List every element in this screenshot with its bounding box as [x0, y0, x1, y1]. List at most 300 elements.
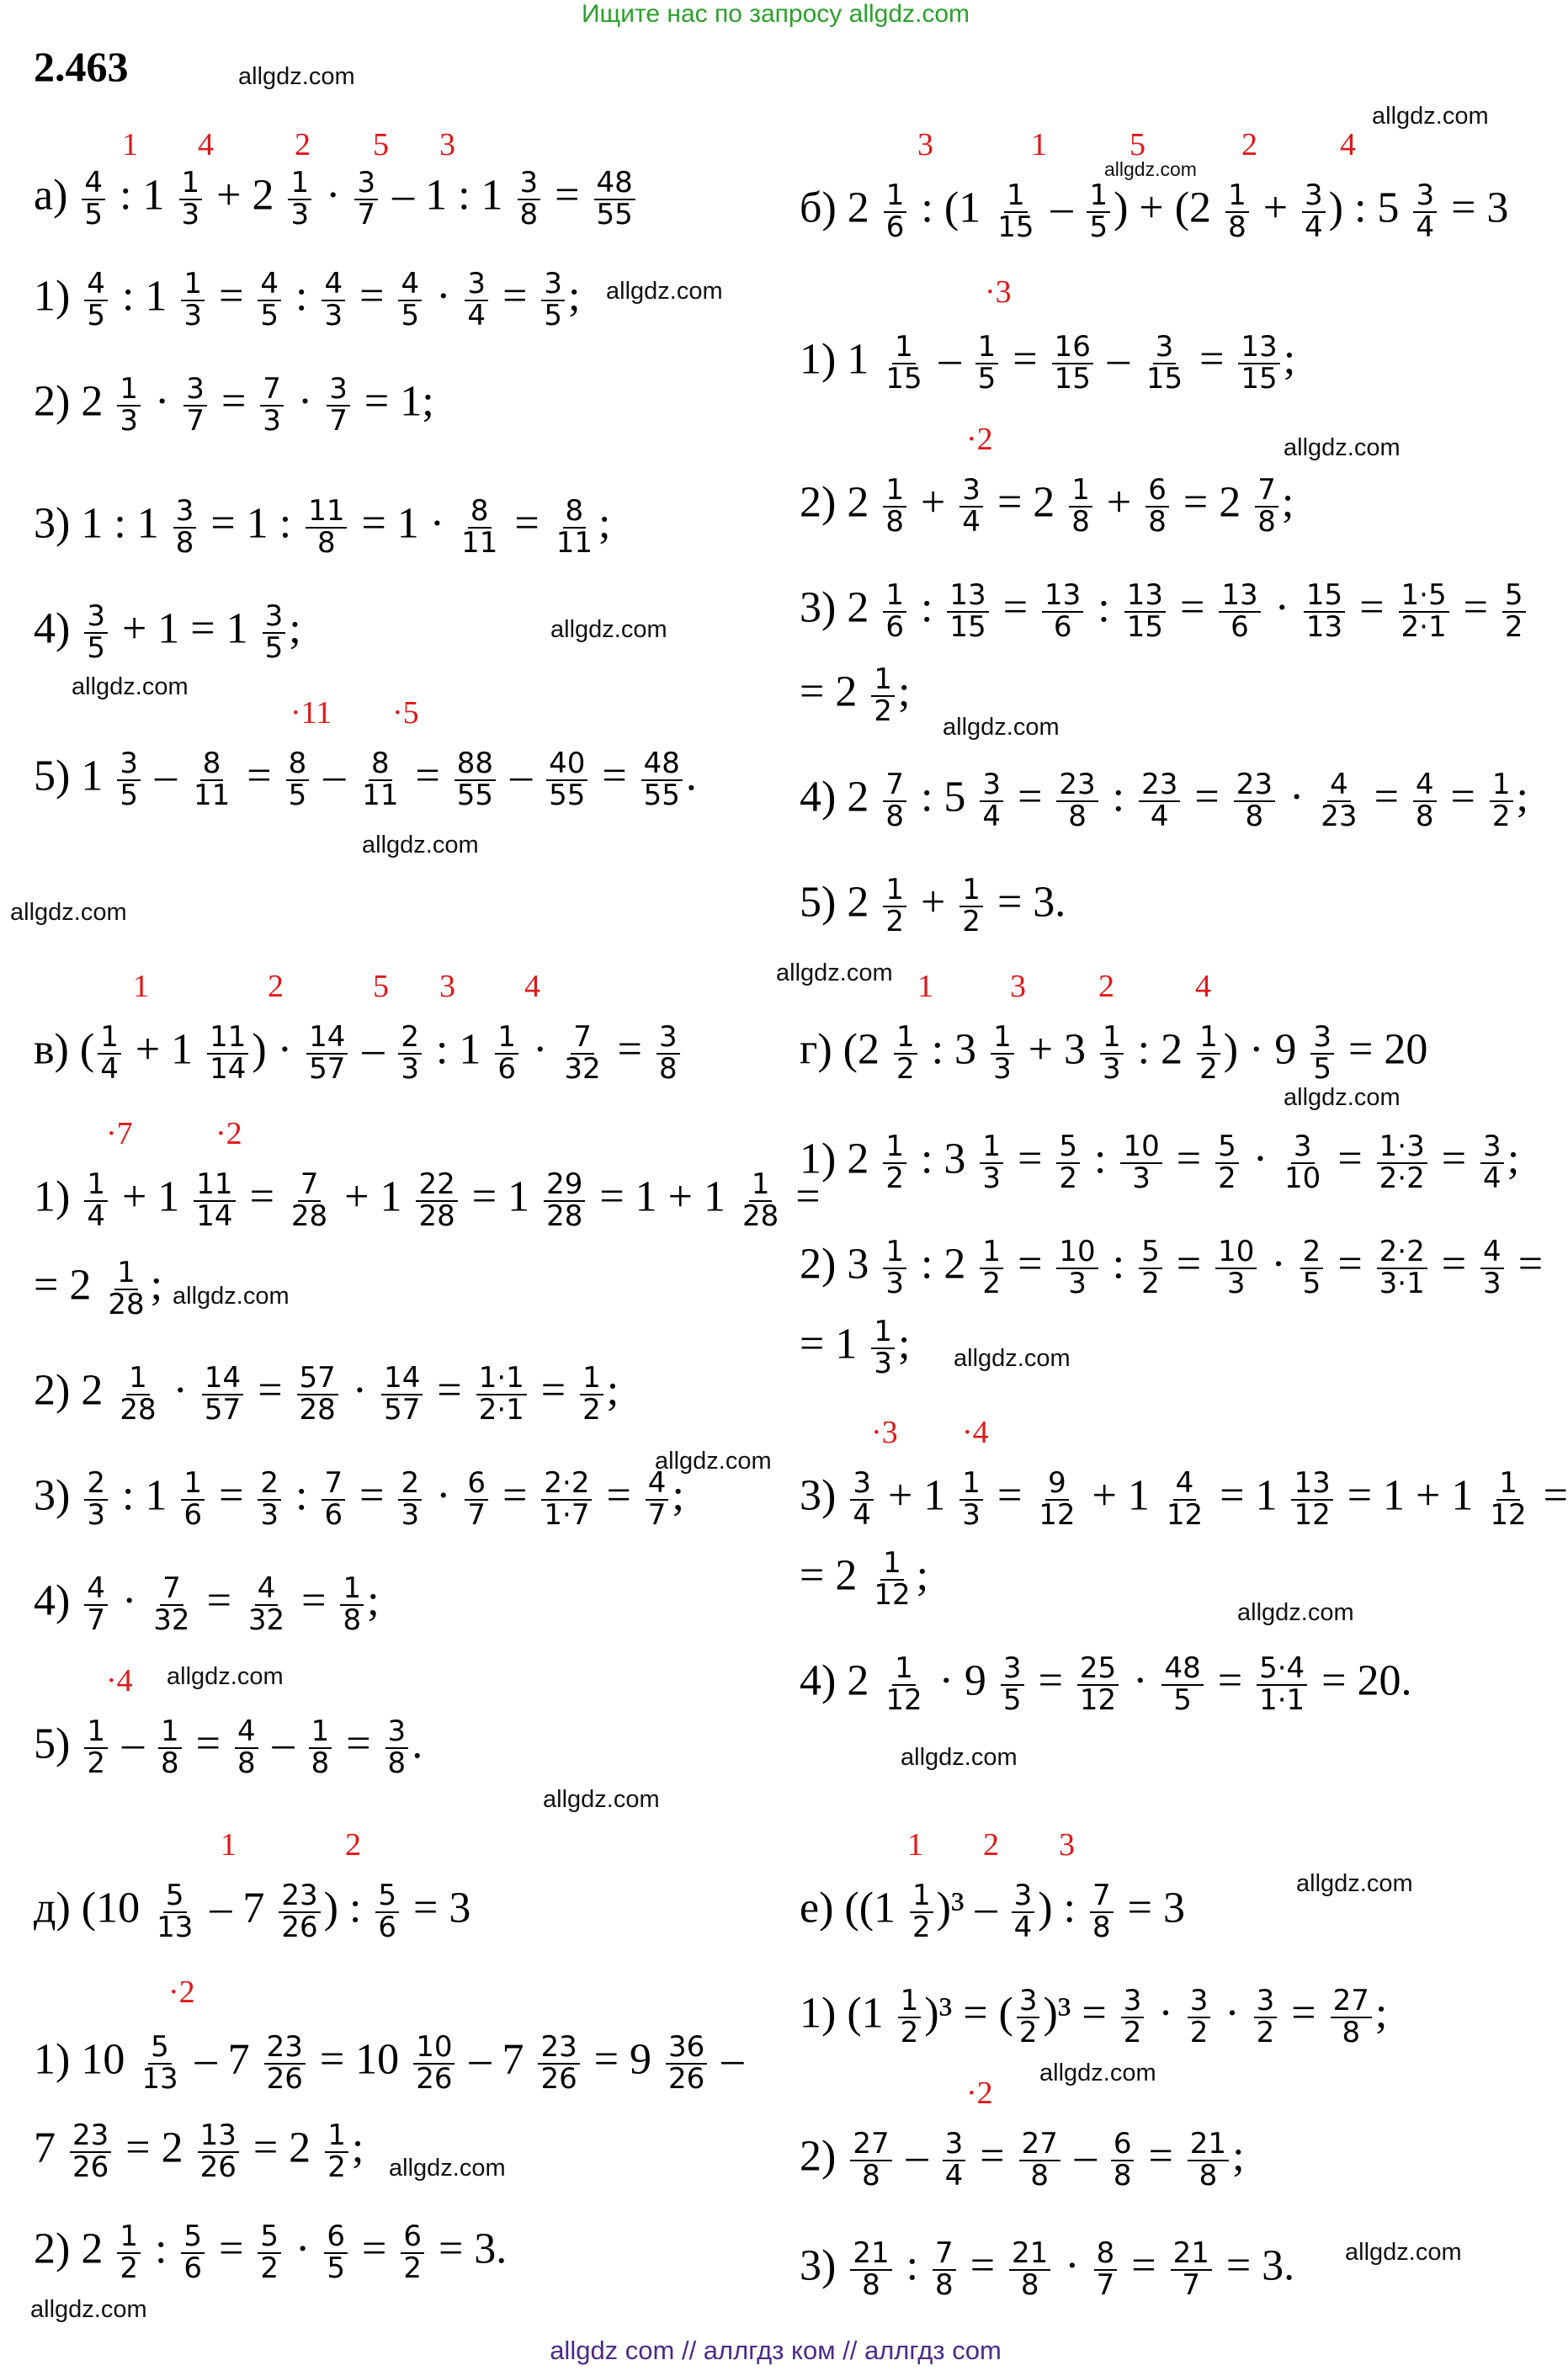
fraction: $\frac{14}{57}$: [381, 1363, 423, 1425]
step-text: 1) (1 $\frac{1}{2}$ )³ = ( $\frac{3}{2}$ )³ = $\frac{3}{2}$ · $\frac{3}{2}$ · $\frac{3}{2}$ = $\frac{27}{8}$ ;: [800, 1984, 1388, 2049]
part-a-step: [34, 372, 774, 438]
watermark: allgdz.com: [72, 673, 189, 700]
fraction: $\frac{88}{55}$: [454, 749, 496, 811]
part-g-step: [800, 1466, 1568, 1532]
fraction: $\frac{48}{55}$: [641, 749, 683, 811]
fraction: $\frac{1}{3}$: [871, 1317, 895, 1379]
fraction: $\frac{1}{3}$: [980, 1132, 1003, 1193]
fraction: $\frac{1}{2}$: [1197, 1023, 1220, 1084]
part-b-main: б) 2 $\frac{1}{6}$ : (1 $\frac{1}{15}$ – $\frac{1}{5}$ ) + (2 $\frac{1}{8}$ + $\frac{3}{4}$ ) : 5 $\frac{3}{4}$ = 3: [800, 178, 1509, 244]
step-text: 2) 2 $\frac{1}{3}$ · $\frac{3}{7}$ = $\frac{7}{3}$ · $\frac{3}{7}$ = 1;: [34, 372, 434, 438]
fraction: $\frac{7}{8}$: [883, 770, 906, 832]
watermark: allgdz.com: [1237, 1599, 1354, 1626]
fraction: $\frac{1}{4}$: [84, 1170, 108, 1231]
step-text: 3) $\frac{3}{4}$ + 1 $\frac{1}{3}$ = $\frac{9}{12}$ + 1 $\frac{4}{12}$ = 1 $\frac{13}{12}$ = 1 + 1 $\frac{1}{12}$ =: [800, 1466, 1568, 1532]
fraction: $\frac{21}{8}$: [1009, 2239, 1050, 2300]
fraction: $\frac{3}{15}$: [1145, 330, 1183, 396]
fraction: $\frac{3}{4}$: [1302, 181, 1326, 242]
part-e-main: е) ((1 $\frac{1}{2}$ )³ – $\frac{3}{4}$ ) : $\frac{7}{8}$ = 3: [800, 1879, 1185, 1944]
fraction: $\frac{2\cdot 2}{1\cdot 7}$: [541, 1469, 592, 1530]
order-mark: 5: [1129, 127, 1145, 162]
part-g-step: [800, 1235, 1544, 1300]
part-g-step: [800, 1317, 1540, 1379]
fraction: $\frac{29}{28}$: [544, 1170, 585, 1231]
fraction: $\frac{1}{2}$: [910, 1881, 933, 1943]
step-text: 1) 10 $\frac{5}{13}$ – 7 $\frac{23}{26}$ = 10 $\frac{10}{26}$ – 7 $\frac{23}{26}$ = 9 $\frac{36}{26}$ –: [34, 2030, 744, 2096]
watermark: allgdz.com: [954, 1345, 1071, 1372]
fraction: $\frac{27}{8}$: [1019, 2129, 1060, 2191]
fraction: $\frac{1}{3}$: [288, 168, 311, 230]
watermark: allgdz.com: [389, 2155, 506, 2182]
fraction: $\frac{3}{4}$: [850, 1469, 874, 1530]
part-v-step: [34, 1167, 821, 1233]
fraction: $\frac{14}{57}$: [306, 1023, 348, 1084]
fraction: $\frac{7}{8}$: [1090, 1881, 1114, 1943]
fraction: $\frac{1}{12}$: [874, 1546, 911, 1612]
fraction: $\frac{7}{32}$: [564, 1020, 601, 1086]
fraction: $\frac{8}{11}$: [555, 494, 593, 560]
fraction: $\frac{2}{3}$: [84, 1469, 108, 1530]
step-text: 2) $\frac{27}{8}$ – $\frac{3}{4}$ = $\frac{27}{8}$ – $\frac{6}{8}$ = $\frac{21}{8}$ ;: [800, 2127, 1245, 2193]
order-mark: 4: [198, 127, 214, 162]
step-text: 2) 3 $\frac{1}{3}$ : 2 $\frac{1}{2}$ = $\frac{10}{3}$ : $\frac{5}{2}$ = $\frac{10}{3}$ · $\frac{2}{5}$ = $\frac{2\cdot 2}{3\cdot 1}$ = $\frac{4}{3}$ =: [800, 1235, 1544, 1300]
fraction: $\frac{5}{6}$: [181, 2222, 205, 2283]
fraction: $\frac{6}{5}$: [324, 2222, 348, 2283]
part-v-step: [34, 1258, 774, 1320]
fraction: $\frac{3}{7}$: [354, 168, 378, 230]
fraction: $\frac{4}{3}$: [1480, 1237, 1504, 1299]
part-g-step: [800, 1651, 1540, 1717]
watermark: allgdz.com: [1296, 1870, 1413, 1897]
step-text: 3) 1 : 1 $\frac{3}{8}$ = 1 : $\frac{11}{8}$ = 1 · $\frac{8}{11}$ = $\frac{8}{11}$ ;: [34, 494, 611, 560]
step-text: 4) 2 $\frac{7}{8}$ : 5 $\frac{3}{4}$ = $\frac{23}{8}$ : $\frac{23}{4}$ = $\frac{23}{8}$ · $\frac{4}{23}$ = $\frac{4}{8}$ = $\frac{1}{2}$ ;: [800, 768, 1528, 833]
fraction: $\frac{7}{3}$: [260, 375, 284, 436]
fraction: $\frac{3}{8}$: [173, 497, 197, 558]
fraction: $\frac{3}{8}$: [385, 1717, 409, 1778]
fraction: $\frac{1}{2}$: [871, 665, 895, 726]
step-text: = 2 $\frac{1}{12}$ ;: [800, 1546, 929, 1612]
mult-mark: ·4: [106, 1663, 133, 1698]
fraction: $\frac{8}{11}$: [362, 747, 399, 812]
part-e-step: [800, 2129, 1540, 2191]
fraction: $\frac{27}{8}$: [1331, 1986, 1372, 2048]
step-text: 2) 2 $\frac{1}{28}$ · $\frac{14}{57}$ = $\frac{57}{28}$ · $\frac{14}{57}$ = $\frac{1\cdot 1}{2\cdot 1}$ = $\frac{1}{2}$ ;: [34, 1361, 619, 1427]
step-text: = 2 $\frac{1}{2}$ ;: [800, 662, 911, 728]
fraction: $\frac{1}{8}$: [158, 1717, 182, 1778]
fraction: $\frac{2\cdot 2}{3\cdot 1}$: [1377, 1237, 1427, 1299]
fraction: $\frac{5}{13}$: [141, 2030, 178, 2096]
watermark: allgdz.com: [543, 1786, 660, 1813]
fraction: $\frac{13}{12}$: [1291, 1469, 1332, 1530]
fraction: $\frac{1}{15}$: [997, 178, 1034, 244]
part-e-expression: [800, 1881, 1540, 1943]
fraction: $\frac{57}{28}$: [297, 1363, 338, 1425]
fraction: $\frac{1}{2}$: [117, 2222, 141, 2283]
watermark: allgdz.com: [606, 278, 723, 305]
fraction: $\frac{3}{4}$: [465, 269, 488, 331]
watermark: allgdz.com: [167, 1663, 284, 1690]
step-text: 4) $\frac{4}{7}$ · $\frac{7}{32}$ = $\frac{4}{32}$ = $\frac{1}{8}$ ;: [34, 1571, 380, 1637]
fraction: $\frac{3}{4}$: [959, 476, 983, 537]
order-mark: 3: [1010, 969, 1026, 1004]
part-v-expression: [34, 1020, 774, 1086]
fraction: $\frac{4}{8}$: [1413, 770, 1437, 832]
mult-mark: ·7: [106, 1116, 133, 1151]
order-mark: 2: [295, 127, 311, 162]
fraction: $\frac{5}{2}$: [1139, 1237, 1162, 1299]
watermark: allgdz.com: [1345, 2239, 1462, 2266]
mult-mark: ·3: [871, 1415, 898, 1450]
fraction: $\frac{7}{28}$: [290, 1167, 328, 1233]
fraction: $\frac{1}{15}$: [885, 330, 922, 396]
fraction: $\frac{1}{2}$: [894, 1023, 917, 1084]
watermark: allgdz.com: [550, 616, 667, 643]
fraction: $\frac{13}{6}$: [1042, 581, 1083, 642]
fraction: $\frac{5}{13}$: [157, 1879, 194, 1944]
watermark: allgdz.com: [776, 959, 893, 986]
fraction: $\frac{1}{3}$: [1100, 1023, 1124, 1084]
fraction: $\frac{11}{14}$: [194, 1170, 235, 1231]
mult-mark: ·4: [962, 1415, 989, 1450]
fraction: $\frac{1}{3}$: [181, 269, 205, 331]
fraction: $\frac{23}{26}$: [70, 2121, 111, 2182]
fraction: $\frac{3}{2}$: [1254, 1986, 1278, 2048]
fraction: $\frac{1}{2}$: [883, 875, 906, 937]
fraction: $\frac{5}{2}$: [1215, 1132, 1239, 1193]
fraction: $\frac{3}{7}$: [183, 375, 207, 436]
fraction: $\frac{1}{5}$: [975, 332, 999, 394]
part-b-step: [800, 770, 1540, 832]
fraction: $\frac{3}{4}$: [1012, 1881, 1035, 1943]
watermark: allgdz.com: [30, 2296, 147, 2323]
part-v-step: [34, 1571, 774, 1637]
fraction: $\frac{23}{26}$: [264, 2033, 306, 2094]
watermark: allgdz.com: [362, 832, 479, 858]
fraction: $\frac{3}{2}$: [1121, 1986, 1145, 2048]
part-a-step: [34, 749, 774, 811]
fraction: $\frac{1}{28}$: [108, 1256, 145, 1321]
part-a-expression: [34, 168, 774, 230]
fraction: $\frac{3}{2}$: [1188, 1986, 1211, 2048]
step-text: 1) $\frac{4}{5}$ : 1 $\frac{1}{3}$ = $\frac{4}{5}$ : $\frac{4}{3}$ = $\frac{4}{5}$ · $\frac{3}{4}$ = $\frac{3}{5}$ ;: [34, 267, 581, 332]
fraction: $\frac{9}{12}$: [1039, 1466, 1076, 1532]
fraction: $\frac{4}{5}$: [398, 269, 422, 331]
fraction: $\frac{40}{55}$: [546, 749, 587, 811]
fraction: $\frac{1}{2}$: [898, 1986, 922, 2048]
order-mark: 3: [1059, 1827, 1075, 1863]
fraction: $\frac{3}{8}$: [656, 1023, 680, 1084]
fraction: $\frac{48}{5}$: [1161, 1654, 1203, 1715]
fraction: $\frac{1}{5}$: [1087, 181, 1110, 242]
fraction: $\frac{4}{5}$: [84, 269, 108, 331]
fraction: $\frac{7}{6}$: [322, 1469, 345, 1530]
top-banner: Ищите нас по запросу allgdz.com: [581, 0, 970, 28]
fraction: $\frac{1}{12}$: [1490, 1466, 1527, 1532]
order-mark: 3: [917, 127, 933, 162]
part-a-step: [34, 599, 774, 665]
fraction: $\frac{11}{8}$: [306, 497, 347, 558]
fraction: $\frac{5\cdot 4}{1\cdot 1}$: [1257, 1654, 1307, 1715]
part-d-main: д) (10 $\frac{5}{13}$ – 7 $\frac{23}{26}$ ) : $\frac{5}{6}$ = 3: [34, 1879, 471, 1944]
step-text: 3) $\frac{21}{8}$ : $\frac{7}{8}$ = $\frac{21}{8}$ · $\frac{8}{7}$ = $\frac{21}{7}$ = 3.: [800, 2236, 1295, 2302]
fraction: $\frac{1}{3}$: [883, 1237, 906, 1299]
fraction: $\frac{21}{7}$: [1171, 2239, 1212, 2300]
fraction: $\frac{23}{8}$: [1234, 770, 1275, 832]
fraction: $\frac{4}{7}$: [646, 1469, 669, 1530]
fraction: $\frac{1}{28}$: [742, 1167, 779, 1233]
step-text: 1) 2 $\frac{1}{2}$ : 3 $\frac{1}{3}$ = $\frac{5}{2}$ : $\frac{10}{3}$ = $\frac{5}{2}$ · $\frac{3}{10}$ = $\frac{1\cdot 3}{2\cdot 2}$ = $\frac{3}{4}$ ;: [800, 1130, 1520, 1195]
order-mark: 1: [122, 127, 138, 162]
fraction: $\frac{8}{7}$: [1094, 2239, 1118, 2300]
part-v-main: в) ( $\frac{1}{4}$ + 1 $\frac{11}{14}$ ) · $\frac{14}{57}$ – $\frac{2}{3}$ : 1 $\frac{1}{6}$ · $\frac{7}{32}$ = $\frac{3}{8}$: [34, 1023, 683, 1084]
step-text: 1) $\frac{1}{4}$ + 1 $\frac{11}{14}$ = $\frac{7}{28}$ + 1 $\frac{22}{28}$ = 1 $\frac{29}{28}$ = 1 + 1 $\frac{1}{28}$ =: [34, 1167, 821, 1233]
watermark: allgdz.com: [943, 714, 1060, 741]
order-mark: 2: [1241, 127, 1257, 162]
fraction: $\frac{6}{2}$: [401, 2222, 424, 2283]
step-text: 5) 1 $\frac{3}{5}$ – $\frac{8}{11}$ = $\frac{8}{5}$ – $\frac{8}{11}$ = $\frac{88}{55}$ – $\frac{40}{55}$ = $\frac{48}{55}$ .: [34, 747, 697, 812]
step-text: 3) $\frac{2}{3}$ : 1 $\frac{1}{6}$ = $\frac{2}{3}$ : $\frac{7}{6}$ = $\frac{2}{3}$ · $\frac{6}{7}$ = $\frac{2\cdot 2}{1\cdot 7}$ = $\frac{4}{7}$ ;: [34, 1466, 684, 1532]
watermark: allgdz.com: [1284, 434, 1401, 461]
fraction: $\frac{23}{26}$: [279, 1881, 320, 1943]
fraction: $\frac{3}{5}$: [84, 602, 108, 663]
fraction: $\frac{21}{8}$: [850, 2239, 891, 2300]
mult-mark: ·11: [290, 695, 332, 731]
fraction: $\frac{1}{3}$: [991, 1023, 1014, 1084]
fraction: $\frac{11}{14}$: [207, 1023, 248, 1084]
fraction: $\frac{1\cdot 3}{2\cdot 2}$: [1377, 1132, 1427, 1193]
fraction: $\frac{1}{3}$: [117, 375, 141, 436]
part-v-step: [34, 1714, 774, 1780]
fraction: $\frac{1}{3}$: [179, 168, 203, 230]
fraction: $\frac{8}{11}$: [193, 747, 231, 812]
order-mark: 2: [268, 969, 284, 1004]
watermark: allgdz.com: [10, 899, 127, 926]
fraction: $\frac{13}{15}$: [1124, 581, 1166, 642]
part-a-step: [34, 269, 774, 331]
part-b-step: [800, 875, 1540, 937]
fraction: $\frac{3}{5}$: [1001, 1654, 1024, 1715]
part-d-step: [34, 2030, 774, 2096]
fraction: $\frac{7}{8}$: [933, 2239, 956, 2300]
fraction: $\frac{3}{5}$: [1310, 1023, 1334, 1084]
fraction: $\frac{2}{3}$: [258, 1469, 281, 1530]
fraction: $\frac{3}{4}$: [980, 770, 1003, 832]
fraction: $\frac{4}{5}$: [258, 269, 281, 331]
fraction: $\frac{3}{4}$: [1413, 181, 1437, 242]
fraction: $\frac{1}{2}$: [84, 1717, 108, 1778]
fraction: $\frac{1}{2}$: [883, 1132, 906, 1193]
part-e-step: [800, 1986, 1540, 2048]
part-g-step: [800, 1546, 1540, 1612]
fraction: $\frac{6}{8}$: [1111, 2129, 1135, 2191]
fraction: $\frac{15}{13}$: [1304, 581, 1345, 642]
fraction: $\frac{3}{10}$: [1284, 1130, 1321, 1195]
fraction: $\frac{1}{3}$: [959, 1469, 983, 1530]
fraction: $\frac{4}{5}$: [82, 168, 105, 230]
watermark: allgdz.com: [1039, 2060, 1156, 2086]
fraction: $\frac{7}{8}$: [1255, 476, 1278, 537]
fraction: $\frac{3}{5}$: [263, 602, 286, 663]
fraction: $\frac{5}{6}$: [375, 1881, 399, 1943]
fraction: $\frac{1}{2}$: [580, 1363, 603, 1425]
fraction: $\frac{1}{8}$: [340, 1574, 364, 1635]
mult-mark: ·2: [966, 2076, 993, 2111]
fraction: $\frac{1}{2}$: [325, 2121, 348, 2182]
mult-mark: ·2: [215, 1116, 242, 1151]
step-text: 5) 2 $\frac{1}{2}$ + $\frac{1}{2}$ = 3.: [800, 873, 1066, 938]
step-text: 2) 2 $\frac{1}{2}$ : $\frac{5}{6}$ = $\frac{5}{2}$ · $\frac{6}{5}$ = $\frac{6}{2}$ = 3.: [34, 2219, 508, 2285]
fraction: $\frac{1}{12}$: [885, 1651, 922, 1717]
step-text: 4) 2 $\frac{1}{12}$ · 9 $\frac{3}{5}$ = $\frac{25}{12}$ · $\frac{48}{5}$ = $\frac{5\cdot 4}{1\cdot 1}$ = 20.: [800, 1651, 1412, 1717]
part-b-step: [800, 578, 1540, 644]
fraction: $\frac{1}{8}$: [1069, 476, 1092, 537]
order-mark: 5: [373, 969, 389, 1004]
fraction: $\frac{2}{3}$: [398, 1023, 422, 1084]
step-text: 1) 1 $\frac{1}{15}$ – $\frac{1}{5}$ = $\frac{16}{15}$ – $\frac{3}{15}$ = $\frac{13}{15}$ ;: [800, 330, 1296, 396]
fraction: $\frac{10}{3}$: [1056, 1237, 1098, 1299]
fraction: $\frac{1}{2}$: [980, 1237, 1003, 1299]
watermark: allgdz.com: [1284, 1084, 1401, 1111]
mult-mark: ·5: [392, 695, 419, 731]
order-mark: 1: [133, 969, 149, 1004]
part-g-step: [800, 1132, 1540, 1193]
fraction: $\frac{1}{2}$: [959, 875, 983, 937]
fraction: $\frac{36}{26}$: [666, 2033, 707, 2094]
fraction: $\frac{13}{15}$: [947, 581, 988, 642]
fraction: $\frac{13}{15}$: [1238, 332, 1279, 394]
step-text: 5) $\frac{1}{2}$ – $\frac{1}{8}$ = $\frac{4}{8}$ – $\frac{1}{8}$ = $\frac{3}{8}$ .: [34, 1714, 423, 1780]
fraction: $\frac{3}{5}$: [541, 269, 565, 331]
fraction: $\frac{2}{3}$: [398, 1469, 422, 1530]
part-b-expression: [800, 178, 1540, 244]
part-v-step: [34, 1363, 774, 1425]
fraction: $\frac{10}{26}$: [413, 2033, 454, 2094]
fraction: $\frac{3}{4}$: [1480, 1132, 1504, 1193]
part-v-step: [34, 1466, 774, 1532]
fraction: $\frac{3}{2}$: [1017, 1986, 1040, 2048]
fraction: $\frac{2}{5}$: [1300, 1237, 1324, 1299]
fraction: $\frac{27}{8}$: [850, 2129, 891, 2191]
bottom-banner: allgdz com // аллгдз ком // аллгдз com: [550, 2336, 1002, 2365]
fraction: $\frac{3}{7}$: [327, 375, 350, 436]
fraction: $\frac{1}{2}$: [1490, 770, 1513, 832]
fraction: $\frac{4}{7}$: [84, 1574, 108, 1635]
fraction: $\frac{10}{3}$: [1215, 1237, 1257, 1299]
order-mark: 2: [1098, 969, 1114, 1004]
step-text: 7 $\frac{23}{26}$ = 2 $\frac{13}{26}$ = 2 $\frac{1}{2}$ ;: [34, 2118, 364, 2184]
fraction: $\frac{22}{28}$: [416, 1170, 457, 1231]
order-mark: 3: [439, 127, 455, 162]
part-d-step: [34, 2118, 774, 2184]
order-mark: 2: [983, 1827, 999, 1863]
step-text: 4) $\frac{3}{5}$ + 1 = 1 $\frac{3}{5}$ ;: [34, 599, 301, 665]
step-text: 2) 2 $\frac{1}{8}$ + $\frac{3}{4}$ = 2 $\frac{1}{8}$ + $\frac{6}{8}$ = 2 $\frac{7}{8}$ ;: [800, 473, 1294, 539]
fraction: $\frac{1}{6}$: [181, 1469, 205, 1530]
fraction: $\frac{5}{2}$: [1056, 1132, 1080, 1193]
watermark: allgdz.com: [655, 1448, 772, 1475]
order-mark: 4: [1340, 127, 1356, 162]
fraction: $\frac{13}{6}$: [1219, 581, 1260, 642]
fraction: $\frac{1}{28}$: [120, 1361, 157, 1427]
fraction: $\frac{1}{6}$: [883, 581, 906, 642]
fraction: $\frac{14}{57}$: [202, 1363, 243, 1425]
fraction: $\frac{1}{4}$: [98, 1023, 121, 1084]
step-text: = 1 $\frac{1}{3}$ ;: [800, 1315, 911, 1380]
mult-mark: ·2: [966, 422, 993, 457]
part-a-main: а) $\frac{4}{5}$ : 1 $\frac{1}{3}$ + 2 $\frac{1}{3}$ · $\frac{3}{7}$ – 1 : 1 $\frac{3}{8}$ = $\frac{48}{55}$: [34, 168, 639, 230]
order-mark: 1: [917, 969, 933, 1004]
order-mark: 4: [1195, 969, 1211, 1004]
fraction: $\frac{8}{11}$: [461, 494, 498, 560]
fraction: $\frac{23}{8}$: [1056, 770, 1098, 832]
part-a-step: [34, 494, 774, 560]
fraction: $\frac{6}{7}$: [465, 1469, 488, 1530]
fraction: $\frac{1\cdot 5}{2\cdot 1}$: [1399, 581, 1449, 642]
fraction: $\frac{4}{32}$: [247, 1571, 285, 1637]
part-d-expression: [34, 1881, 774, 1943]
step-text: 3) 2 $\frac{1}{6}$ : $\frac{13}{15}$ = $\frac{13}{6}$ : $\frac{13}{15}$ = $\frac{13}{6}$ · $\frac{15}{13}$ = $\frac{1\cdot 5}{2\cdot 1}$ = $\frac{5}{2}$: [800, 581, 1529, 642]
fraction: $\frac{25}{12}$: [1077, 1654, 1119, 1715]
part-d-step: [34, 2219, 774, 2285]
order-mark: 2: [345, 1827, 361, 1863]
fraction: $\frac{13}{26}$: [198, 2121, 239, 2182]
part-g-main: г) (2 $\frac{1}{2}$ : 3 $\frac{1}{3}$ + 3 $\frac{1}{3}$ : 2 $\frac{1}{2}$ ) · 9 $\frac{3}{5}$ = 20: [800, 1020, 1428, 1086]
fraction: $\frac{3}{5}$: [117, 749, 141, 811]
watermark: allgdz.com: [1104, 158, 1197, 180]
watermark: allgdz.com: [173, 1283, 290, 1310]
fraction: $\frac{1}{6}$: [495, 1023, 518, 1084]
fraction: $\frac{4}{23}$: [1321, 768, 1358, 833]
watermark: allgdz.com: [901, 1744, 1018, 1771]
part-b-step: [800, 473, 1540, 539]
fraction: $\frac{3}{8}$: [518, 168, 541, 230]
fraction: $\frac{10}{3}$: [1120, 1132, 1161, 1193]
fraction: $\frac{1}{8}$: [883, 476, 906, 537]
watermark: allgdz.com: [1372, 103, 1489, 130]
mult-mark: ·3: [985, 274, 1012, 310]
part-e-step: [800, 2236, 1540, 2302]
fraction: $\frac{4}{3}$: [322, 269, 345, 331]
fraction: $\frac{7}{32}$: [153, 1571, 190, 1637]
exercise-number: 2.463: [34, 43, 129, 90]
fraction: $\frac{4}{8}$: [235, 1717, 258, 1778]
fraction: $\frac{23}{26}$: [538, 2033, 579, 2094]
step-text: = 2 $\frac{1}{28}$ ;: [34, 1256, 163, 1321]
fraction: $\frac{23}{4}$: [1139, 770, 1180, 832]
order-mark: 3: [439, 969, 455, 1004]
fraction: $\frac{8}{5}$: [286, 749, 310, 811]
fraction: $\frac{48}{55}$: [594, 168, 635, 230]
fraction: $\frac{3}{4}$: [943, 2129, 966, 2191]
fraction: $\frac{5}{2}$: [258, 2222, 281, 2283]
order-mark: 1: [1031, 127, 1047, 162]
fraction: $\frac{6}{8}$: [1145, 476, 1169, 537]
fraction: $\frac{1}{8}$: [309, 1717, 332, 1778]
mult-mark: ·2: [168, 1975, 195, 2010]
order-mark: 4: [524, 969, 540, 1004]
fraction: $\frac{16}{15}$: [1052, 332, 1093, 394]
order-mark: 1: [221, 1827, 237, 1863]
part-b-step: [800, 332, 1540, 394]
part-g-expression: [800, 1020, 1540, 1086]
fraction: $\frac{5}{2}$: [1502, 581, 1526, 642]
order-mark: 1: [907, 1827, 923, 1863]
fraction: $\frac{1}{8}$: [1225, 181, 1249, 242]
order-mark: 5: [373, 127, 389, 162]
fraction: $\frac{1\cdot 1}{2\cdot 1}$: [476, 1363, 527, 1425]
fraction: $\frac{21}{8}$: [1188, 2129, 1229, 2191]
fraction: $\frac{1}{6}$: [884, 181, 907, 242]
